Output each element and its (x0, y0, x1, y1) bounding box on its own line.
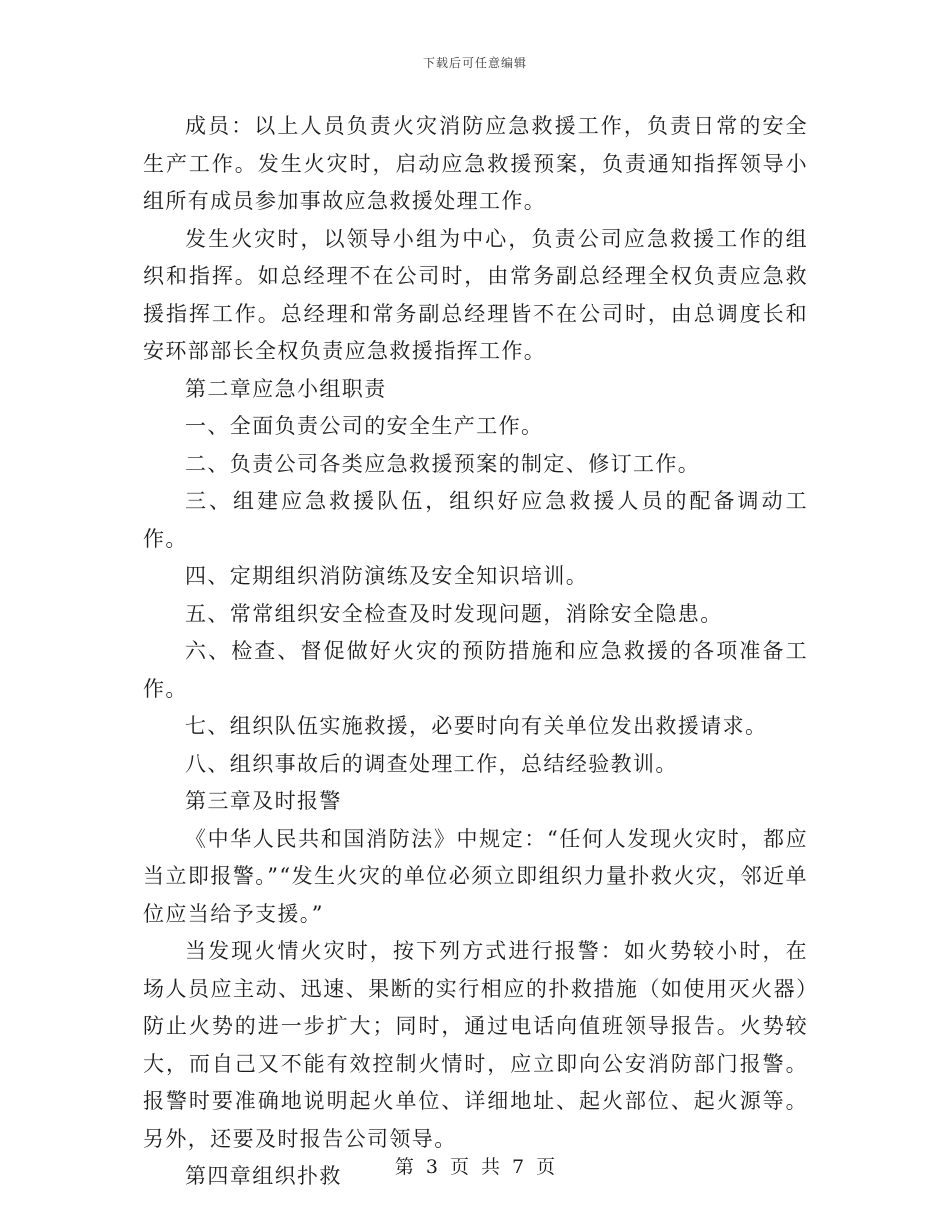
page-header: 下载后可任意编辑 (422, 56, 527, 70)
duty-item-3: 三、组建应急救援队伍，组织好应急救援人员的配备调动工作。 (143, 489, 808, 551)
chapter-2-heading: 第二章应急小组职责 (185, 376, 387, 401)
duty-item-6: 六、检查、督促做好火灾的预防措施和应急救援的各项准备工作。 (143, 639, 808, 701)
paragraph-alarm-procedure: 当发现火情火灾时，按下列方式进行报警：如火势较小时，在场人员应主动、迅速、果断的实行相应的扑救措施（如使用灭火器）防止火势的进一步扩大；同时，通过电话向值班领导报告。火势较大，而自己又不能有效控制火情时，应立即向公安消防部门报警。报警时要准确地说明起火单位、详细地址、起火部位、起火源等。另外，还要及时报告公司领导。 (143, 939, 808, 1151)
duty-item-2: 二、负责公司各类应急救援预案的制定、修订工作。 (185, 451, 701, 476)
page-number-footer: 第 3 页 共 7 页 (394, 1156, 556, 1178)
duty-item-5: 五、常常组织安全检查及时发现问题，消除安全隐患。 (185, 601, 723, 626)
document-body (143, 108, 808, 1196)
paragraph-command: 发生火灾时，以领导小组为中心，负责公司应急救援工作的组织和指挥。如总经理不在公司时，由常务副总经理全权负责应急救援指挥工作。总经理和常务副总经理皆不在公司时，由总调度长和安环部部长全权负责应急救援指挥工作。 (143, 226, 808, 363)
paragraph-fire-law: 《中华人民共和国消防法》中规定：“任何人发现火灾时，都应当立即报警。”“发生火灾的单位必须立即组织力量扑救火灾，邻近单位应当给予支援。” (143, 826, 808, 926)
paragraph-members: 成员：以上人员负责火灾消防应急救援工作，负责日常的安全生产工作。发生火灾时，启动应急救援预案，负责通知指挥领导小组所有成员参加事故应急救援处理工作。 (143, 114, 808, 213)
chapter-4-heading: 第四章组织扑救 (185, 1164, 342, 1188)
duty-item-4: 四、定期组织消防演练及安全知识培训。 (185, 564, 589, 588)
duty-item-8: 八、组织事故后的调查处理工作，总结经验教训。 (185, 751, 678, 776)
duty-item-1: 一、全面负责公司的安全生产工作。 (185, 414, 544, 438)
duty-item-7: 七、组织队伍实施救援，必要时向有关单位发出救援请求。 (185, 714, 768, 738)
chapter-3-heading: 第三章及时报警 (185, 789, 342, 813)
